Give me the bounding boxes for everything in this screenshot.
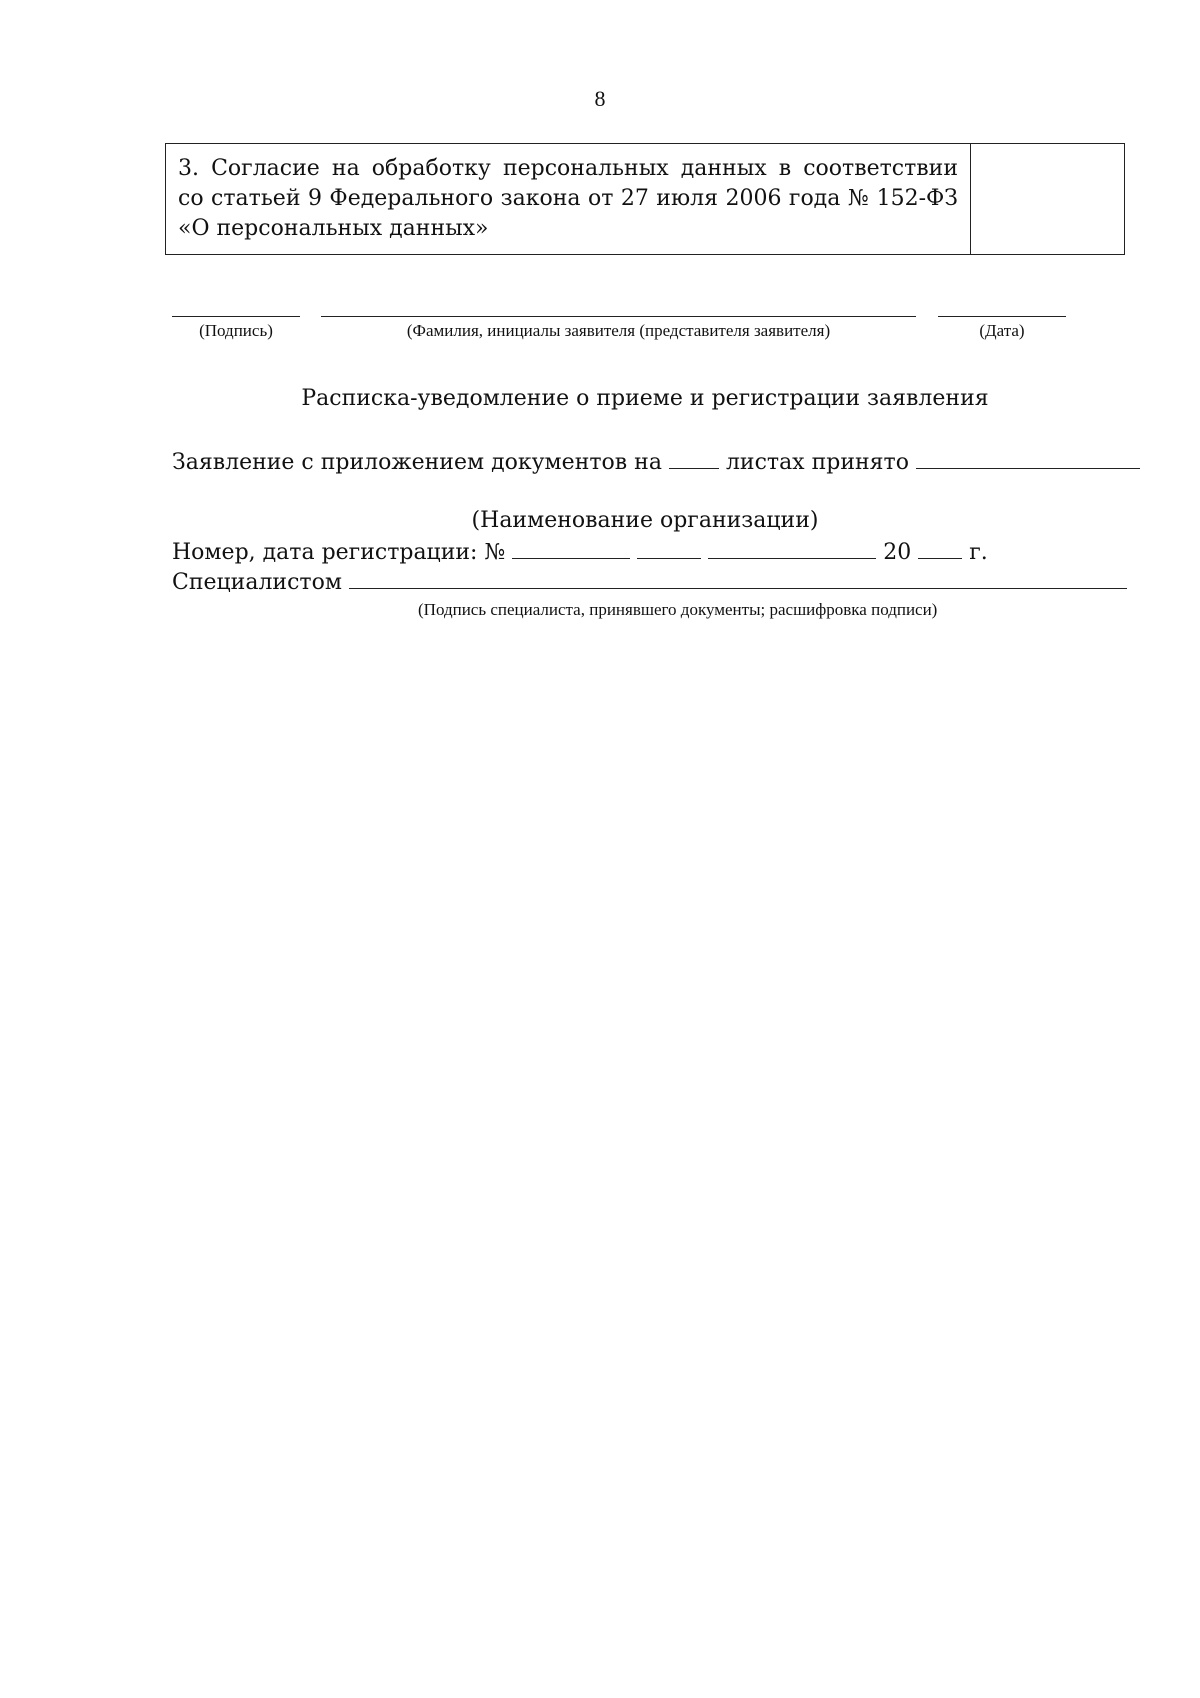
organization-caption: (Наименование организации) [471,508,819,533]
accepted-prefix: Заявление с приложением документов на [172,450,662,475]
year-prefix: 20 [883,540,912,565]
signature-line[interactable] [172,316,300,317]
specialist-signature-field[interactable] [349,570,1127,589]
consent-mark-cell[interactable] [971,144,1124,254]
specialist-row [172,570,1127,595]
signature-caption: (Подпись) [199,321,273,340]
consent-line-2: со статьей 9 Федерального закона от 27 июля 2006 года № 152-ФЗ [178,186,958,211]
receipt-title: Расписка-уведомление о приеме и регистрации заявления [301,386,989,411]
consent-text-cell [166,144,971,254]
sheets-count-field[interactable] [669,450,719,469]
registration-row [172,540,988,565]
registration-month-field[interactable] [708,540,876,559]
specialist-label: Специалистом [172,570,342,595]
consent-line-1: 3. Согласие на обработку персональных данных в соответствии [178,156,958,181]
page-number: 8 [594,86,606,111]
accepting-organization-field[interactable] [916,450,1140,469]
accepted-middle: листах принято [725,450,909,475]
consent-line-3: «О персональных данных» [178,216,489,241]
registration-label: Номер, дата регистрации: № [172,540,506,565]
date-caption: (Дата) [979,321,1025,340]
applicant-name-caption: (Фамилия, инициалы заявителя (представителя заявителя) [406,321,831,340]
applicant-name-line[interactable] [321,316,916,317]
registration-number-field[interactable] [512,540,630,559]
year-suffix: г. [969,540,988,565]
registration-year-field[interactable] [918,540,962,559]
accepted-row [172,450,1140,475]
consent-table [165,143,1125,255]
date-line[interactable] [938,316,1066,317]
specialist-caption: (Подпись специалиста, принявшего документы; расшифровка подписи) [418,600,938,619]
registration-day-field[interactable] [637,540,701,559]
